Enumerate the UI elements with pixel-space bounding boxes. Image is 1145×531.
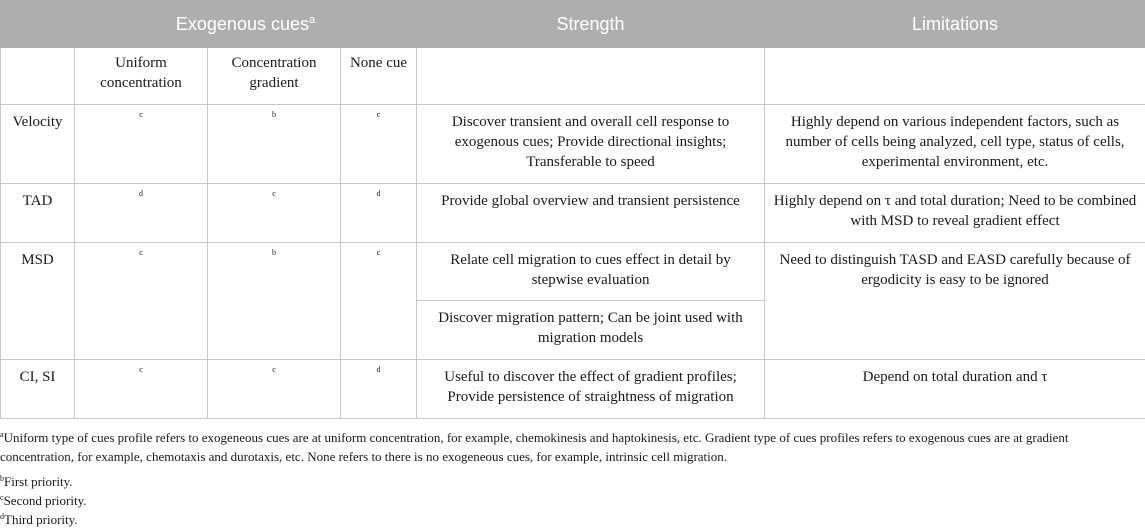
row-label: CI, SI	[1, 360, 75, 419]
uniform-priority: c	[75, 360, 208, 419]
footnote-c: $^c$Second priority.	[0, 493, 87, 508]
none-priority: d	[341, 184, 417, 243]
subheader-gradient: Concentration gradient	[208, 48, 341, 105]
limitations-cell: Need to distinguish TASD and EASD carefully because of ergodicity is easy to be ignored	[765, 243, 1145, 360]
header-empty	[1, 1, 75, 48]
limitations-cell: Depend on total duration and τ	[765, 360, 1145, 419]
limitations-cell: Highly depend on various independent factors, such as number of cells being analyzed, cell type, status of cells, experimental environment, etc.	[765, 105, 1145, 184]
subheader-row	[1, 48, 1145, 105]
header-strength: Strength	[417, 1, 765, 48]
row-label: Velocity	[1, 105, 75, 184]
uniform-priority: c	[75, 243, 208, 360]
footnote-a: $^a$Uniform type of cues profile refers to exogeneous cues are at uniform concentration, for example, chemokinesis and haptokinesis, etc. Gradient type of cues profiles refers to exogenous cues are at gradient concentration, for example, chemotaxis and durotaxis, etc. None refers to there is no exogeneous cues, for example, intrinsic cell migration.	[0, 430, 1069, 464]
strength-cell: Provide global overview and transient persistence	[417, 184, 765, 243]
gradient-priority: b	[208, 243, 341, 360]
table-row	[1, 105, 1145, 184]
footnote-d: $^d$Third priority.	[0, 512, 78, 527]
gradient-priority: b	[208, 105, 341, 184]
subheader-uniform: Uniform concentration	[75, 48, 208, 105]
limitations-cell: Highly depend on τ and total duration; Need to be combined with MSD to reveal gradient effect	[765, 184, 1145, 243]
none-priority: c	[341, 105, 417, 184]
table-row	[1, 360, 1145, 419]
uniform-priority: d	[75, 184, 208, 243]
uniform-priority: c	[75, 105, 208, 184]
footnote-mark: c	[0, 493, 4, 502]
none-priority: d	[341, 360, 417, 419]
gradient-priority: c	[208, 360, 341, 419]
table-row	[1, 184, 1145, 243]
none-priority: c	[341, 243, 417, 360]
header-exogenous-cues: Exogenous cues$^a$	[75, 1, 417, 48]
subheader-none: None cue	[341, 48, 417, 105]
gradient-priority: c	[208, 184, 341, 243]
row-label: MSD	[1, 243, 75, 360]
footnote-mark: a	[0, 430, 4, 439]
strength-cell: Discover migration pattern; Can be joint used with migration models	[417, 301, 765, 360]
footnote-mark: a	[308, 14, 316, 26]
header-limitations: Limitations	[765, 1, 1145, 48]
header-row	[1, 1, 1145, 48]
footnote-b: $^b$First priority.	[0, 474, 73, 489]
strength-cell: Discover transient and overall cell response to exogenous cues; Provide directional insights; Transferable to speed	[417, 105, 765, 184]
strength-cell: Relate cell migration to cues effect in detail by stepwise evaluation	[417, 243, 765, 301]
footnote-mark: b	[0, 474, 4, 483]
table-row	[1, 243, 1145, 301]
strength-cell: Useful to discover the effect of gradient profiles; Provide persistence of straightness of migration	[417, 360, 765, 419]
footnote-mark: d	[0, 512, 4, 521]
row-label: TAD	[1, 184, 75, 243]
